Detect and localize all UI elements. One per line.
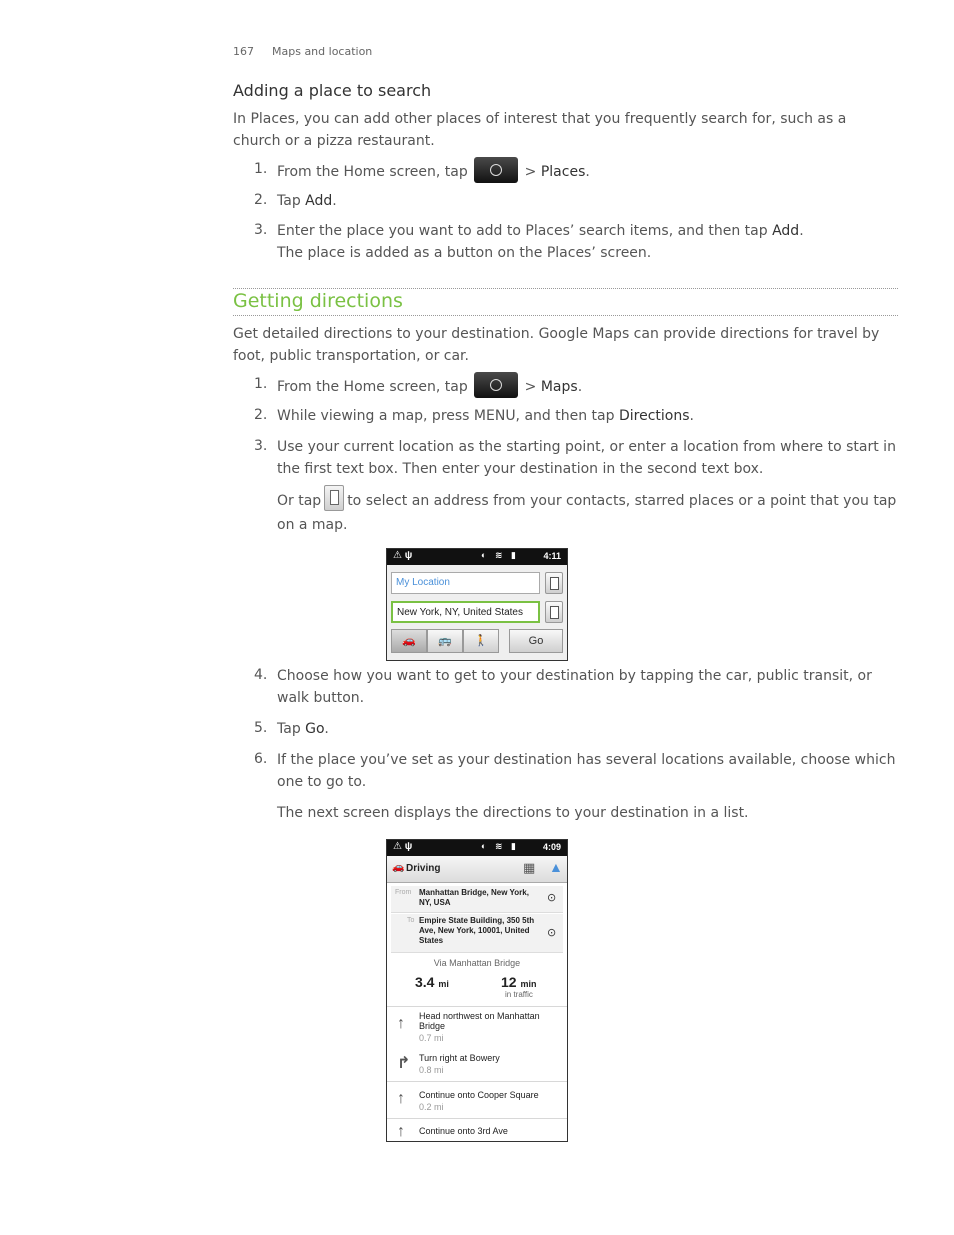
signal-icons: ◐ ≋ ▮ (481, 550, 519, 560)
from-label: From (395, 889, 412, 896)
step-number: 3. (254, 222, 268, 238)
dir-step-4: Choose how you want to get to your destination by tapping the car, public transit, or walk button. (277, 668, 872, 706)
start-location-field[interactable]: My Location (391, 572, 540, 594)
status-bar (387, 840, 567, 856)
traffic-note: in traffic (505, 990, 533, 999)
section-title-add-place: Adding a place to search (233, 81, 432, 100)
contact-picker-icon (324, 485, 344, 511)
destination-field[interactable]: New York, NY, United States (391, 601, 540, 623)
add-step-1: From the Home screen, tap > Places. (277, 159, 897, 185)
add-step-3-note: The place is added as a button on the Places’ screen. (277, 245, 652, 261)
direction-step[interactable]: ↑ Continue onto Cooper Square 0.2 mi (387, 1082, 567, 1119)
mode-bar (387, 856, 567, 883)
all-apps-button-icon (474, 372, 518, 398)
all-apps-button-icon (474, 157, 518, 183)
arrow-up-icon: ↑ (397, 1090, 405, 1107)
chevron-down-icon[interactable]: ⊙ (547, 927, 557, 939)
directions-intro: Get detailed directions to your destination. Google Maps can provide directions for travel by foot, public transportation, or car. (233, 326, 880, 364)
car-mode-button[interactable] (391, 629, 427, 653)
dir-step-6-note: The next screen displays the directions to your destination in a list. (277, 805, 749, 821)
step-number: 3. (254, 438, 268, 454)
car-icon: 🚗 (392, 862, 405, 873)
warning-usb-icon: ⚠ ψ (393, 841, 413, 852)
turn-right-icon: ↱ (397, 1055, 411, 1072)
add-step-3: Enter the place you want to add to Places’ search items, and then tap Add. The place is added as a button on the Places’ screen. (277, 220, 897, 264)
contact-picker-icon[interactable] (545, 572, 563, 594)
section-divider (233, 288, 898, 289)
direction-step[interactable]: ↱ Turn right at Bowery 0.8 mi (387, 1045, 567, 1082)
bus-icon: 🚌 (438, 635, 452, 647)
add-step-2: Tap Add. (277, 193, 337, 209)
map-view-icon[interactable]: ▦ (523, 860, 536, 875)
car-icon: 🚗 (402, 635, 416, 647)
dir-step-3: Use your current location as the starting point, or enter a location from where to start in the first text box. Then enter your destination in the second text box. Or tap to select an address from your contacts, starred places or a point that you tap on a map. (277, 439, 897, 533)
direction-step[interactable]: ↑ Continue onto 3rd Ave (387, 1119, 567, 1142)
directions-input-screenshot (386, 548, 568, 661)
step-number: 1. (254, 376, 268, 392)
signal-icons: ◐ ≋ ▮ (481, 841, 519, 851)
warning-usb-icon: ⚠ ψ (393, 550, 413, 561)
step-number: 2. (254, 407, 268, 423)
directions-list-screenshot (386, 839, 568, 1142)
status-time: 4:09 (542, 842, 561, 852)
section-title-directions: Getting directions (233, 290, 403, 312)
walk-mode-button[interactable] (463, 629, 499, 653)
step-number: 6. (254, 751, 268, 767)
status-time: 4:11 (543, 551, 561, 561)
status-bar (387, 549, 567, 565)
mode-label: Driving (406, 863, 441, 874)
section-divider (233, 315, 898, 316)
go-button[interactable]: Go (509, 629, 563, 653)
to-label: To (407, 917, 415, 924)
distance: 3.4 mi (415, 974, 449, 990)
step-number: 1. (254, 161, 268, 177)
to-value: Empire State Building, 350 5th Ave, New York, 10001, United States (419, 916, 535, 945)
chevron-down-icon[interactable]: ⊙ (547, 892, 557, 904)
contact-picker-icon[interactable] (545, 601, 563, 623)
dir-step-2: While viewing a map, press MENU, and then tap Directions. (277, 408, 694, 424)
dir-step-5: Tap Go. (277, 721, 329, 737)
step-number: 2. (254, 192, 268, 208)
arrow-up-icon: ↑ (397, 1015, 405, 1032)
navigation-icon[interactable]: ▲ (549, 859, 563, 875)
to-row[interactable] (391, 914, 563, 953)
step-number: 5. (254, 720, 268, 736)
duration: 12 min (501, 974, 537, 990)
dir-step-1: From the Home screen, tap > Maps. (277, 374, 897, 400)
from-value: Manhattan Bridge, New York, NY, USA (419, 888, 529, 907)
dir-step-6: If the place you’ve set as your destination has several locations available, choose which one to go to. The next screen displays the directions to your destination in a list. (277, 749, 897, 824)
page-number: 167 (233, 45, 254, 58)
from-row[interactable] (391, 886, 563, 913)
walk-icon: 🚶 (474, 635, 488, 647)
transit-mode-button[interactable] (427, 629, 463, 653)
route-via: Via Manhattan Bridge (433, 958, 521, 968)
direction-step[interactable]: ↑ Head northwest on Manhattan Bridge 0.7 mi (387, 1006, 567, 1046)
chapter-title: Maps and location (272, 45, 373, 58)
arrow-up-icon: ↑ (397, 1123, 405, 1140)
add-place-intro: In Places, you can add other places of interest that you frequently search for, such as a church or a pizza restaurant. (233, 111, 847, 149)
step-number: 4. (254, 667, 268, 683)
